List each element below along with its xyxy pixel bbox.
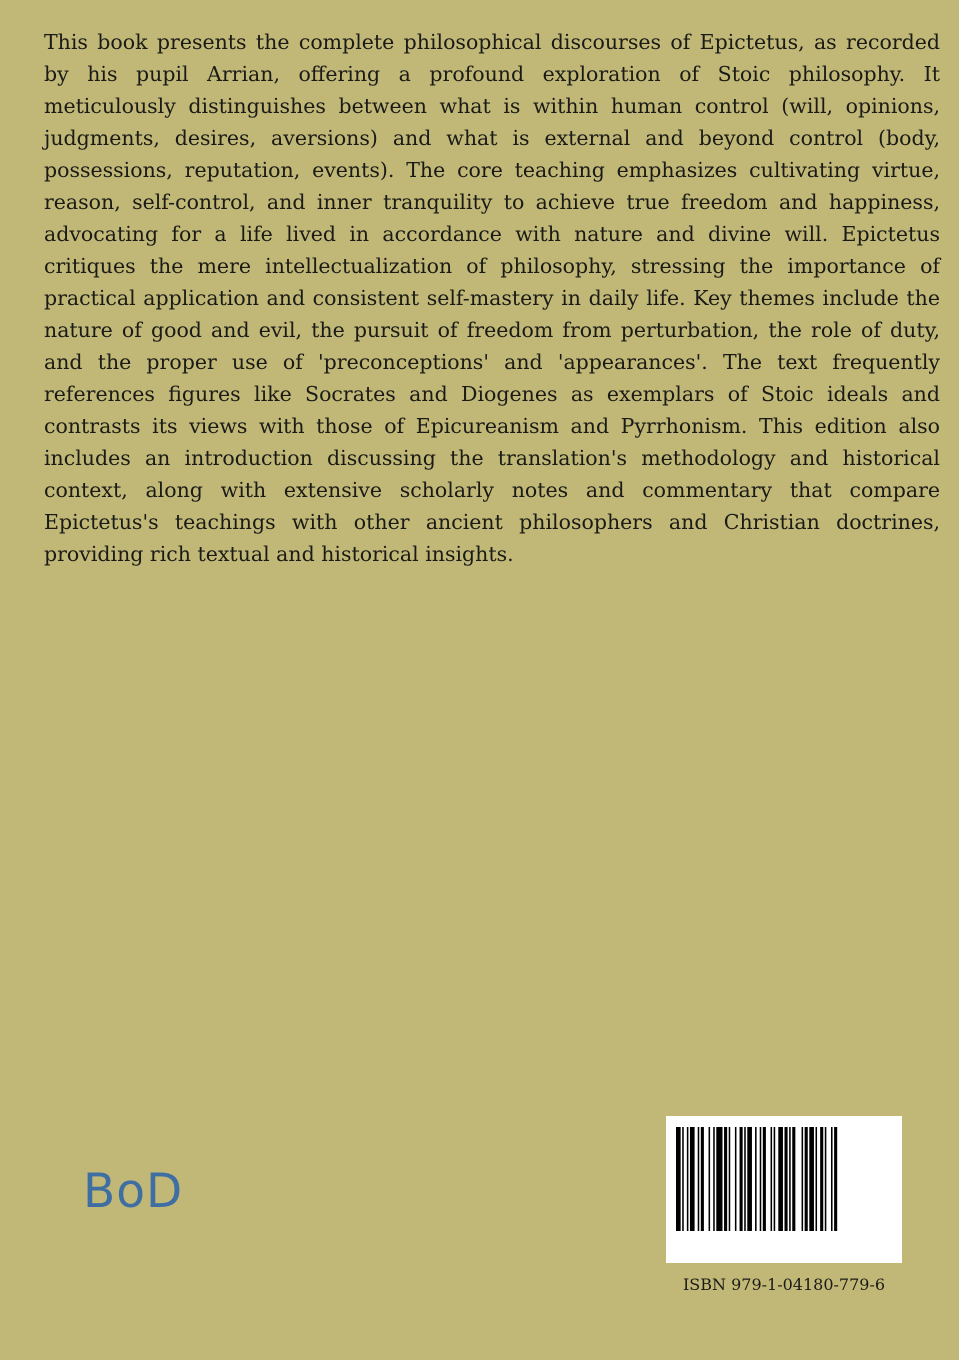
barcode-bar bbox=[778, 1127, 783, 1231]
barcode-bar bbox=[729, 1127, 731, 1231]
cover-blurb: This book presents the complete philosophical discourses of Epictetus, as recorded by his pupil Arrian, offering a profound exploration of Stoic philosophy. It meticulously distinguishes between what is within human control (will, opinions, judgments, desires, aversions) and what is external and beyond control (body, possessions, reputation, events). The core teaching emphasizes cultivating virtue, reason, self-control, and inner tranquility to achieve true freedom and happiness, advocating for a life lived in accordance with nature and divine will. Epictetus critiques the mere intellectualization of philosophy, stressing the importance of practical application and consistent self-mastery in daily life. Key themes include the nature of good and evil, the pursuit of freedom from perturbation, the role of duty, and the proper use of 'preconceptions' and 'appearances'. The text frequently references figures like Socrates and Diogenes as exemplars of Stoic ideals and contrasts its views with those of Epicureanism and Pyrrhonism. This edition also includes an introduction discussing the translation's methodology and historical context, along with extensive scholarly notes and commentary that compare Epictetus's teachings with other ancient philosophers and Christian doctrines, providing rich textual and historical insights. bbox=[44, 30, 940, 566]
barcode-bar bbox=[716, 1127, 722, 1231]
barcode-bar bbox=[834, 1127, 837, 1231]
barcode-bar bbox=[701, 1127, 704, 1231]
barcode-bar bbox=[763, 1127, 766, 1231]
barcode-bar bbox=[831, 1127, 833, 1231]
barcode-bar bbox=[785, 1127, 788, 1231]
barcode-bar bbox=[792, 1127, 795, 1231]
barcode-bar bbox=[805, 1127, 808, 1231]
barcode-bar bbox=[687, 1127, 689, 1231]
barcode-bar bbox=[755, 1127, 757, 1231]
barcode-bar bbox=[760, 1127, 762, 1231]
barcode-bars bbox=[676, 1127, 892, 1235]
barcode-bar bbox=[789, 1127, 791, 1231]
barcode-bar bbox=[809, 1127, 814, 1231]
barcode-bar bbox=[802, 1127, 804, 1231]
barcode-bar bbox=[771, 1127, 773, 1231]
barcode-bar bbox=[740, 1127, 743, 1231]
barcode-bar bbox=[747, 1127, 752, 1231]
barcode-bar bbox=[744, 1127, 746, 1231]
barcode-bar bbox=[713, 1127, 715, 1231]
barcode-bar bbox=[825, 1127, 827, 1231]
barcode-bar bbox=[676, 1127, 681, 1231]
barcode-bar bbox=[735, 1127, 737, 1231]
barcode bbox=[666, 1116, 902, 1263]
barcode-bar bbox=[774, 1127, 776, 1231]
barcode-bar bbox=[690, 1127, 695, 1231]
barcode-bar bbox=[682, 1127, 684, 1231]
barcode-bar bbox=[709, 1127, 711, 1231]
isbn-number: ISBN 979-1-04180-779-6 bbox=[682, 1275, 886, 1294]
barcode-bar bbox=[820, 1127, 823, 1231]
publisher-logo: BoD bbox=[83, 1164, 184, 1219]
barcode-bar bbox=[724, 1127, 727, 1231]
barcode-bar bbox=[816, 1127, 818, 1231]
barcode-bar bbox=[698, 1127, 700, 1231]
